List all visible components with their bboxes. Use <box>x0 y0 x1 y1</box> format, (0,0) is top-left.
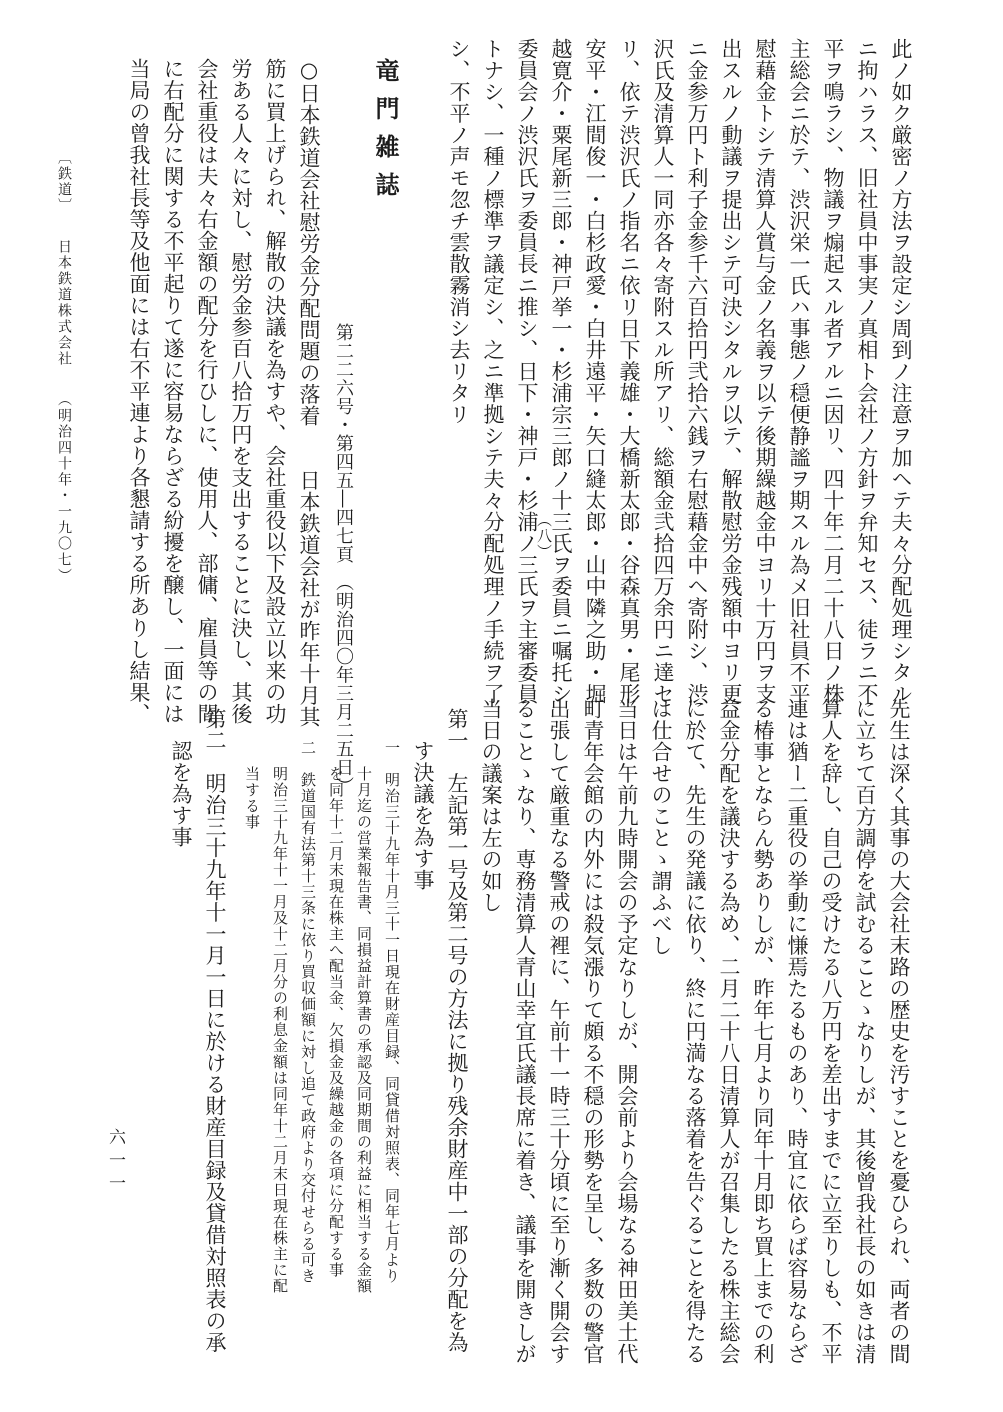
item-line-4: 二 鉄道国有法第十三条に依り買収価額に対し追て政府より交付せらる可き <box>299 740 317 1284</box>
lower-text-line-14: 第一 左記第一号及第二号の方法に拠り残余財産中一部の分配を為 <box>445 708 469 1353</box>
lower-text-line-1: 先生は深く其事の大会社末路の歴史を汚すことを憂ひられ、両者の間 <box>887 698 911 1365</box>
running-footer: 〔鉄道〕 日本鉄道株式会社 （明治四十年・一九〇七） <box>56 150 72 584</box>
upper-text-line-13: トナシ、一種ノ標準ヲ議定シ、之ニ準拠シテ夫々分配処理ノ手続ヲ了 <box>481 38 505 705</box>
upper-text-line-5: 慰藉金トシテ清算人賞与金ノ名義ヲ以テ後期繰越金中ヨリ十万円ヲ支 <box>753 38 777 705</box>
upper-text-line-9: リ、依テ渋沢氏ノ指名ニ依リ日下義雄・大橋新太郎・谷森真男・尾形 <box>617 38 641 705</box>
lower-text-line-5: る椿事とならん勢ありしが、昨年七月より同年十月即ち買上までの利 <box>751 698 775 1365</box>
upper-text-line-7: ニ金参万円ト利子金参千六百拾円弐拾六銭ヲ右慰藉金中ヘ寄附シ、渋 <box>685 38 709 705</box>
article-line-6: 当局の曾我社長等及他面には右不平連より各懇請する所ありし結果、 <box>127 58 151 725</box>
upper-text-line-4: 主総会ニ於テ、渋沢栄一氏ハ事態ノ穏便静謐ヲ期スル為メ旧社員不平 <box>787 38 811 705</box>
article-line-4: 会社重役は夫々右金額の配分を行ひしに、使用人、部傭、雇員等の間 <box>195 58 219 725</box>
section-marker: （八） <box>535 512 553 560</box>
upper-text-line-12: 委員会ノ渋沢氏ヲ委員長ニ推シ、日下・神戸・杉浦ノ三氏ヲ主審委員 <box>515 38 539 705</box>
lower-text-line-10: 町青年会館の内外には殺気漲りて頗る不穏の形勢を呈し、多数の警官 <box>581 698 605 1365</box>
upper-text-line-2: ニ拘ハラス、旧社員中事実ノ真相ト会社ノ方針ヲ弁知セス、徒ラニ不 <box>855 38 879 705</box>
lower-text-line-7: に於て、先生の発議に依り、終に円満なる落着を告ぐることを得たる <box>683 698 707 1365</box>
upper-text-line-6: 出スルノ動議ヲ提出シテ可決シタルヲ以テ、解散慰労金残額中ヨリ更 <box>719 38 743 705</box>
lower-text-line-3: 算人を辞し、自己の受けたる八万円を差出すまでに立至りしも、不平 <box>819 698 843 1365</box>
lower-text-line-9: 当日は午前九時開会の予定なりしが、開会前より会場なる神田美土代 <box>615 698 639 1365</box>
item-line-5: 明治三十九年十一月及十二月分の利息金額は同年十二月末日現在株主に配 <box>271 766 289 1294</box>
article-line-2: 筋に買上げられ、解散の決議を為すや、会社重役以下及設立以来の功 <box>263 58 287 725</box>
lower-text-line-2: に立ちて百方調停を試むることゝなりしが、其後曾我社長の如きは清 <box>853 698 877 1365</box>
lower-text-line-13: 当日の議案は左の如し <box>479 698 503 913</box>
second-line-2: 認を為す事 <box>169 740 193 848</box>
item-line-6: 当する事 <box>243 766 261 830</box>
item-line-2: 十月迄の営業報告書、同損益計算書の承認及同期間の利益に相当する金額 <box>355 766 373 1294</box>
article-line-3: 労ある人々に対し、慰労金参百八拾万円を支出することに決し、其後 <box>229 58 253 725</box>
lower-text-line-4: 連は猶ー二重役の挙動に慊焉たるものあり、時宜に依らば容易ならざ <box>785 698 809 1365</box>
lower-text-line-8: は仕合せのことゝ謂ふべし <box>649 698 673 956</box>
upper-text-line-1: 此ノ如ク厳密ノ方法ヲ設定シ周到ノ注意ヲ加ヘテ夫々分配処理シタル <box>889 38 913 705</box>
item-line-1: 一 明治三十九年十月三十一日現在財産目録、同貸借対照表、同年七月より <box>383 740 401 1284</box>
upper-text-line-11: 越寛介・粟尾新三郎・神戸挙一・杉浦宗三郎ノ十三氏ヲ委員ニ嘱托シ <box>549 38 573 705</box>
upper-text-line-14: シ、不平ノ声モ忽チ雲散霧消シ去リタリ <box>447 38 471 425</box>
second-line-1: 第二 明治三十九年十一月一日に於ける財産目録及貸借対照表の承 <box>203 708 227 1353</box>
article-citation: 第二二六号・第四五―四七頁 （明治四〇年三月二五日） <box>333 323 354 795</box>
lower-text-line-15: す決議を為す事 <box>411 740 435 891</box>
lower-text-line-12: ることゝなり、専務清算人青山幸宜氏議長席に着き、議事を開きしが <box>513 698 537 1365</box>
item-line-3: を同年十二月末現在株主へ配当金、欠損金及繰越金の各項に分配する事 <box>327 766 345 1278</box>
lower-text-line-11: 出張して厳重なる警戒の裡に、午前十一時三十分頃に至り漸く開会す <box>547 698 571 1365</box>
lower-text-line-6: 益金分配を議決する為め、二月二十八日清算人が召集したる株主総会 <box>717 698 741 1365</box>
upper-text-line-10: 安平・江間俊一・白杉政愛・白井遠平・矢口縫太郎・山中隣之助・堀 <box>583 38 607 705</box>
upper-text-line-3: 平ヲ鳴ラシ、物議ヲ煽起スル者アルニ因リ、四十年二月二十八日ノ株 <box>821 38 845 705</box>
article-title: 竜門雑誌 <box>371 58 400 210</box>
page-number: 六一一 <box>105 1128 125 1197</box>
article-line-1: ○日本鉄道会社慰労金分配問題の落着 日本鉄道会社が昨年十月其 <box>297 58 321 728</box>
article-line-5: に右配分に関する不平起りて遂に容易ならざる紛擾を醸し、一面には <box>161 58 185 725</box>
upper-text-line-8: 沢氏及清算人一同亦各々寄附スル所アリ、総額金弐拾四万余円ニ達セ <box>651 38 675 705</box>
